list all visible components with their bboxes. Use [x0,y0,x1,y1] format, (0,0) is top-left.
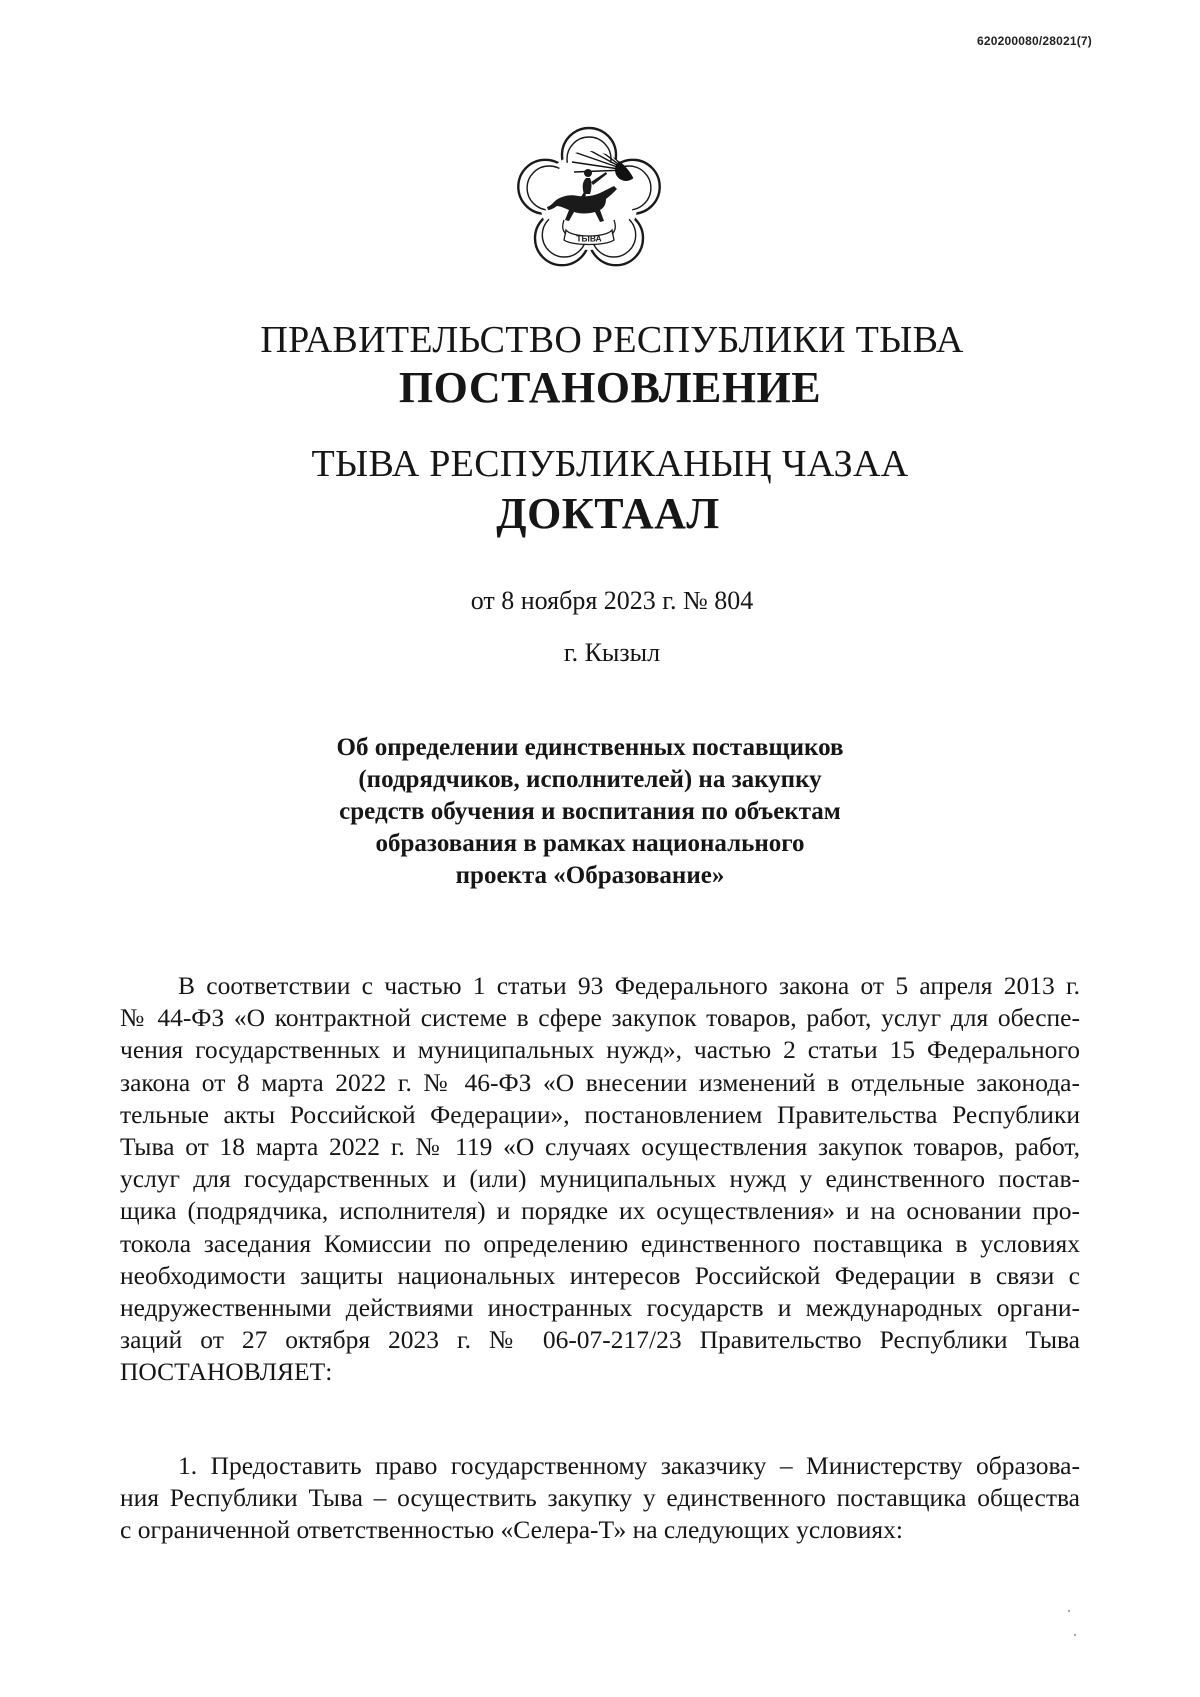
clause-1-paragraph [120,1450,1080,1547]
paragraph-line: Тыва от 18 марта 2022 г. № 119 «О случаях осуществления закупок товаров, работ, [120,1132,1080,1162]
scan-speck [1074,1634,1076,1636]
title-line: Об определении единственных поставщиков [336,734,844,761]
document-type-tuvan: ДОКТААЛ [496,489,720,538]
government-name-russian: ПРАВИТЕЛЬСТВО РЕСПУБЛИКИ ТЫВА [260,319,964,361]
paragraph-line: токола заседания Комиссии по определению единственного поставщика в условиях [120,1228,1080,1258]
paragraph-line: закона от 8 марта 2022 г. № 46-ФЗ «О внесении изменений в отдельные законода- [120,1067,1080,1097]
government-name-tuvan: ТЫВА РЕСПУБЛИКАНЫҢ ЧАЗАА [311,443,909,485]
paragraph-line: с ограниченной ответственностью «Селера-Т» на следующих условиях: [120,1515,903,1545]
paragraph-line: ния Республики Тыва – осуществить закупку у единственного поставщика общества [120,1483,1080,1513]
paragraph-line: чения государственных и муниципальных нужд», частью 2 статьи 15 Федерального [120,1035,1080,1065]
paragraph-line: 1. Предоставить право государственному заказчику – Министерству образова- [178,1451,1080,1480]
title-line: (подрядчиков, исполнителей) на закупку [358,766,822,793]
title-line: образования в рамках национального [375,830,805,857]
document-place: г. Кызыл [563,638,661,667]
paragraph-line: заций от 27 октября 2023 г. № 06-07-217/23 Правительство Республики Тыва [120,1325,1080,1355]
paragraph-line: необходимости защиты национальных интересов Российской Федерации в связи с [120,1260,1080,1290]
title-line: средств обучения и воспитания по объектам [339,798,841,825]
paragraph-line: недружественными действиями иностранных государств и международных органи- [120,1293,1080,1323]
document-code: 620200080/28021(7) [976,34,1092,48]
paragraph-line: № 44-ФЗ «О контрактной системе в сфере закупок товаров, работ, услуг для обеспе- [120,1003,1080,1033]
tuva-emblem-icon [514,126,664,276]
title-line: проекта «Образование» [455,862,725,889]
paragraph-line: услуг для государственных и (или) муниципальных нужд у единственного постав- [120,1164,1080,1194]
preamble-paragraph [120,970,1080,1389]
document-date-number: от 8 ноября 2023 г. № 804 [470,586,754,615]
document-title [300,732,880,892]
paragraph-line: ПОСТАНОВЛЯЕТ: [120,1357,333,1387]
paragraph-line: тельные акты Российской Федерации», постановлением Правительства Республики [120,1099,1080,1129]
emblem-ribbon-text: ТЫВА [576,233,602,244]
scan-speck [1068,1610,1070,1612]
paragraph-line: В соответствии с частью 1 статьи 93 Федерального закона от 5 апреля 2013 г. [178,971,1080,1000]
paragraph-line: щика (подрядчика, исполнителя) и порядке их осуществления» и на основании про- [120,1196,1080,1226]
document-type-russian: ПОСТАНОВЛЕНИЕ [398,363,822,412]
